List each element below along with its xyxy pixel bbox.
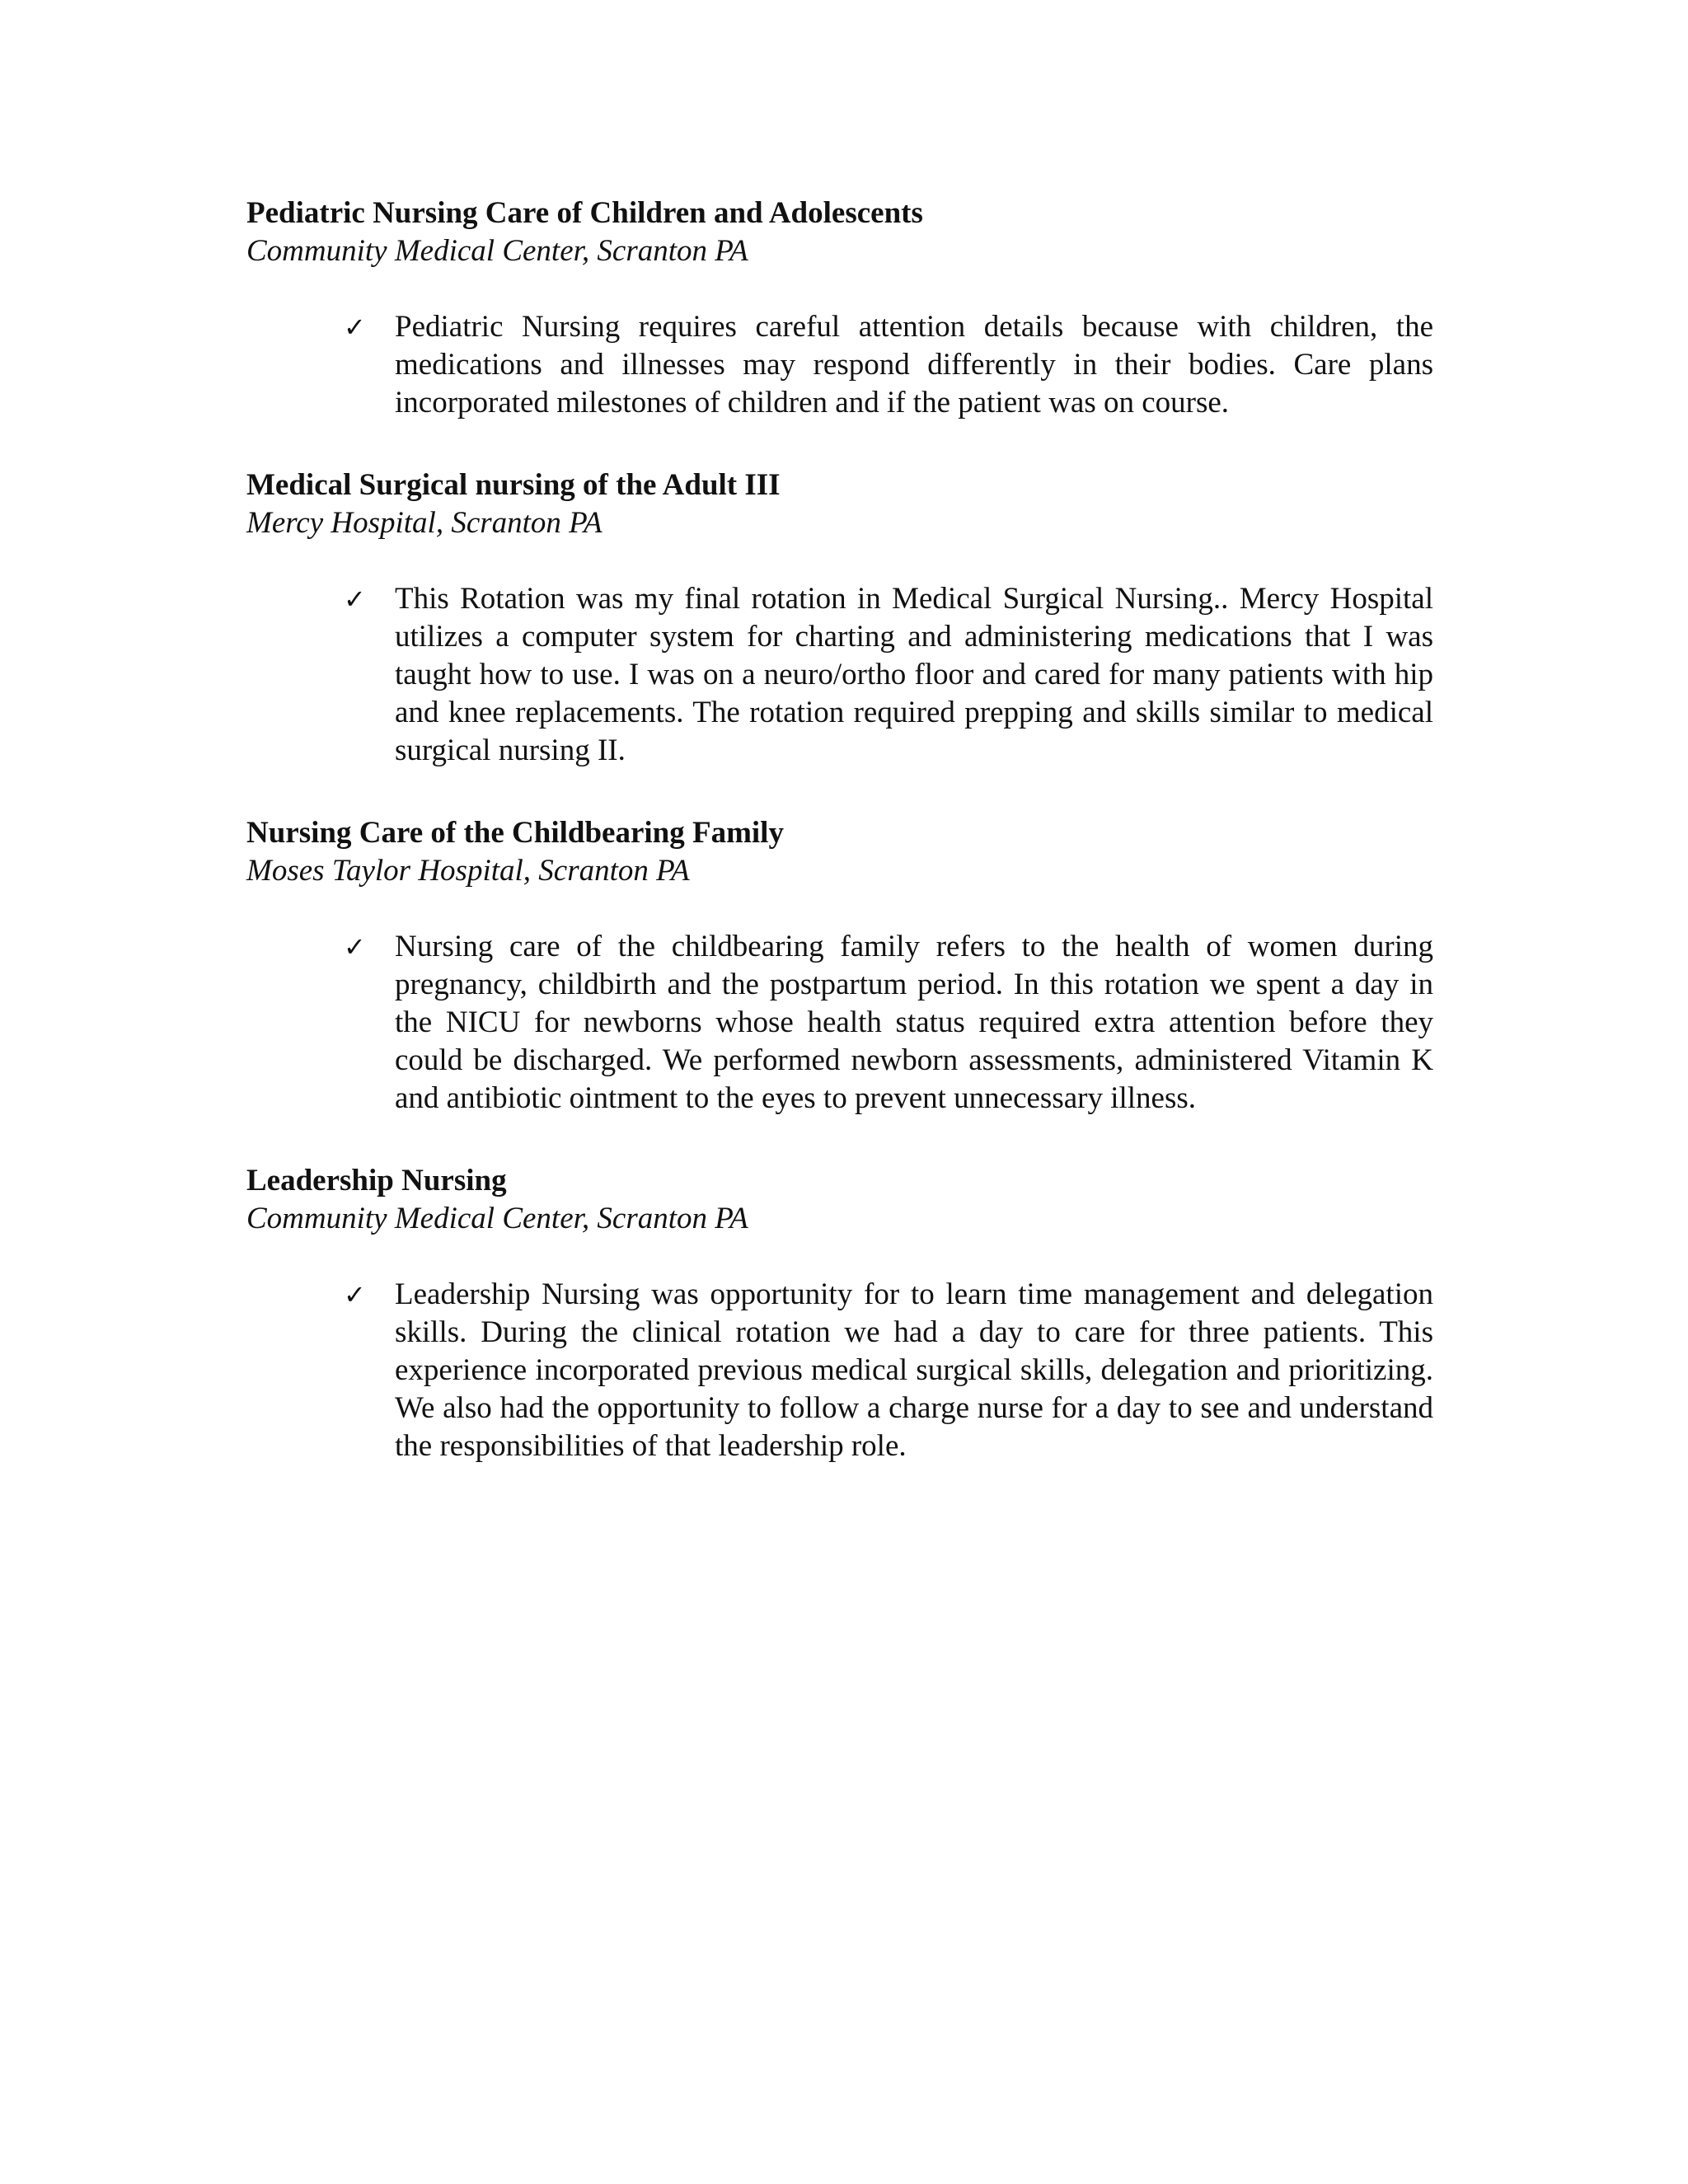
- bullet-text: Nursing care of the childbearing family refers to the health of women during pregnancy, childbirth and the postpartum period. In this rotation we spent a day in the NICU for newborns whose health status required extra attention before they could be discharged. We performed newborn assessments, administered Vitamin K and antibiotic ointment to the eyes to prevent unnecessary illness.: [395, 930, 1433, 1115]
- experience-section: [246, 466, 1433, 770]
- check-mark-icon: ✓: [344, 583, 366, 615]
- section-location: Community Medical Center, Scranton PA: [246, 1202, 748, 1235]
- check-mark-icon: ✓: [344, 931, 366, 963]
- section-title: Leadership Nursing: [246, 1164, 507, 1197]
- section-location: Mercy Hospital, Scranton PA: [246, 506, 603, 540]
- bullet-item: [246, 928, 1433, 1118]
- check-mark-icon: ✓: [344, 312, 366, 343]
- bullet-text: Leadership Nursing was opportunity for to learn time management and delegation skills. During the clinical rotation we had a day to care for three patients. This experience incorporated previous medical surgical skills, delegation and prioritizing. We also had the opportunity to follow a charge nurse for a day to see and understand the responsibilities of that leadership role.: [395, 1277, 1433, 1463]
- check-mark-icon: ✓: [344, 1279, 366, 1310]
- document-content: [246, 194, 1433, 1510]
- bullet-item: [246, 308, 1433, 422]
- section-title: Pediatric Nursing Care of Children and Adolescents: [246, 196, 923, 230]
- bullet-item: [246, 1276, 1433, 1465]
- bullet-item: [246, 580, 1433, 770]
- section-location: Moses Taylor Hospital, Scranton PA: [246, 854, 690, 888]
- bullet-text: Pediatric Nursing requires careful attention details because with children, the medications and illnesses may respond differently in their bodies. Care plans incorporated milestones of children and if the patient was on course.: [395, 310, 1433, 419]
- experience-section: [246, 1162, 1433, 1465]
- section-location: Community Medical Center, Scranton PA: [246, 234, 748, 268]
- section-title: Nursing Care of the Childbearing Family: [246, 816, 784, 850]
- experience-section: [246, 194, 1433, 422]
- experience-section: [246, 814, 1433, 1118]
- section-title: Medical Surgical nursing of the Adult III: [246, 468, 781, 502]
- bullet-text: This Rotation was my final rotation in Medical Surgical Nursing.. Mercy Hospital utilizes a computer system for charting and administering medications that I was taught how to use. I was on a neuro/ortho floor and cared for many patients with hip and knee replacements. The rotation required prepping and skills similar to medical surgical nursing II.: [395, 582, 1433, 767]
